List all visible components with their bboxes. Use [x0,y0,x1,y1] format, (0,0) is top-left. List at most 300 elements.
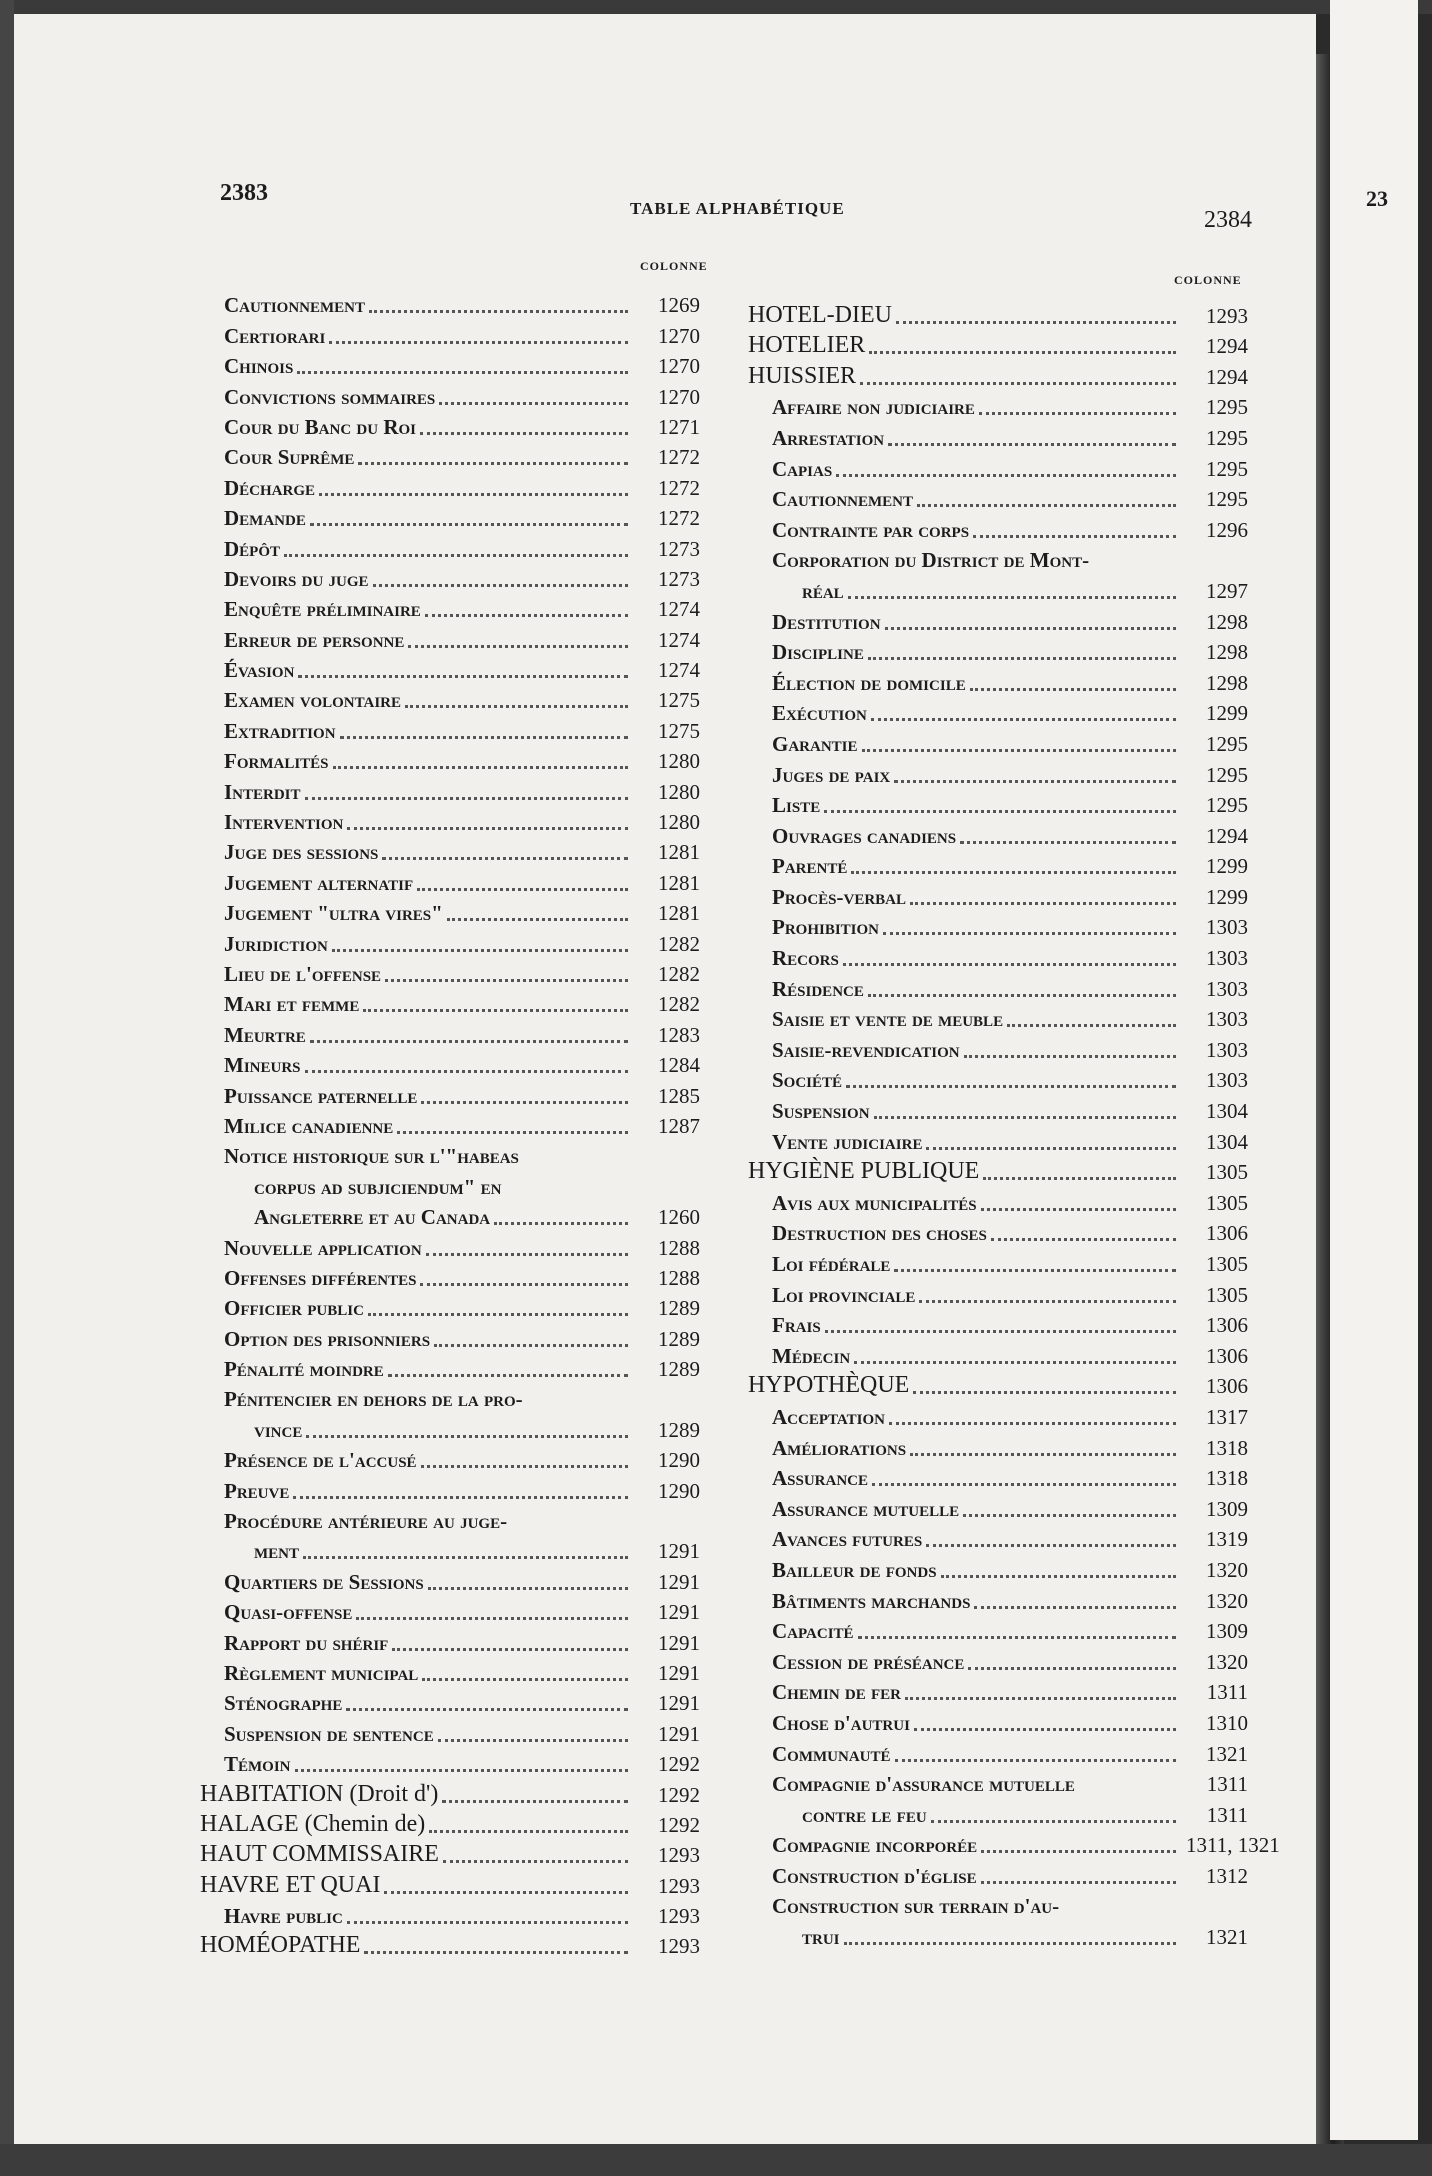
column-number: 1320 [1206,1649,1248,1674]
dot-leader [384,1877,628,1894]
entry-label: Angleterre et au Canada [254,1205,491,1230]
dot-leader [888,429,1176,446]
dot-leader [981,1836,1176,1853]
index-entry [200,1352,700,1382]
entry-label: HAUT COMMISSAIRE [200,1841,439,1868]
column-number: 1305 [1206,1190,1248,1215]
index-entry [200,987,700,1017]
entry-label: Demande [224,506,306,531]
column-number: 1271 [658,414,700,439]
index-entry [748,1338,1248,1369]
index-entry [200,470,700,500]
dot-leader [963,1500,1176,1517]
dot-leader [910,1439,1176,1456]
index-entry [200,1716,700,1746]
dot-leader [914,1714,1176,1731]
index-entry [748,1919,1248,1950]
dot-leader [310,509,628,526]
column-number: 1320 [1206,1588,1248,1613]
dot-leader [825,1316,1176,1333]
entry-label: Discipline [772,640,864,665]
dot-leader [871,704,1176,721]
dot-leader [836,460,1176,477]
column-number: 1272 [658,506,700,531]
entry-label: vince [254,1417,303,1442]
entry-label: Évasion [224,658,295,683]
entry-label: Option des prisonniers [224,1326,431,1351]
index-entry [748,1461,1248,1492]
column-number: 1269 [658,293,700,318]
index-entry [748,1797,1248,1828]
index-entry [200,1595,700,1625]
entry-label: Sténographe [224,1691,343,1716]
dot-leader [363,995,628,1012]
index-entry [200,1747,700,1777]
entry-label: Pénalité moindre [224,1357,384,1382]
column-number: 1289 [658,1326,700,1351]
dot-leader [974,1592,1176,1609]
dot-leader [319,479,628,496]
dot-leader [858,1622,1176,1639]
entry-label: Preuve [224,1478,290,1503]
index-entry [748,482,1248,513]
dot-leader [523,1150,628,1164]
dot-leader [347,813,628,830]
index-entry [200,318,700,348]
dot-leader [860,368,1176,385]
column-number: 1311 [1206,1802,1248,1827]
index-entry [748,726,1248,757]
index-column-left [200,288,700,1959]
index-heading [748,1369,1248,1400]
column-number: 1275 [658,688,700,713]
dot-leader [868,980,1176,997]
entry-label: Recors [772,946,839,971]
column-heading-left: COLONNE [640,259,708,273]
dot-leader [910,888,1176,905]
dot-leader [373,570,628,587]
dot-leader [913,1377,1176,1394]
entry-label: Quasi-offense [224,1600,353,1625]
scan-bottom-border [0,2144,1432,2176]
index-entry [748,390,1248,421]
entry-label: Présence de l'accusé [224,1448,417,1473]
column-number: 1305 [1206,1160,1248,1185]
column-number: 1291 [658,1600,700,1625]
column-number: 1295 [1206,731,1248,756]
index-entry [200,896,700,926]
dot-leader [926,1133,1176,1150]
index-entry [748,604,1248,635]
entry-label: HAVRE ET QUAI [200,1871,381,1898]
column-number: 1311, 1321 [1186,1833,1280,1858]
entry-label: Capacité [772,1619,854,1644]
entry-label: Saisie-revendication [772,1037,960,1062]
entry-label: Loi fédérale [772,1252,891,1276]
index-entry [748,971,1248,1002]
column-number: 1303 [1206,915,1248,940]
column-number: 1298 [1206,609,1248,634]
column-number: 1321 [1206,1741,1248,1766]
dot-leader [425,600,628,617]
entry-label: Suspension de sentence [224,1721,434,1746]
entry-label: Contrainte par corps [772,517,970,542]
column-number: 1284 [658,1053,700,1078]
index-entry [200,1564,700,1594]
index-entry [748,940,1248,971]
index-entry [748,665,1248,696]
column-heading-right: COLONNE [1174,273,1242,287]
index-entry [200,1656,700,1686]
dot-leader [844,1928,1176,1945]
column-number: 1295 [1206,793,1248,818]
dot-leader [368,1299,628,1316]
entry-label: Arrestation [772,425,885,450]
index-entry [200,865,700,895]
entry-label: Liste [772,793,821,818]
column-number: 1304 [1206,1129,1248,1154]
column-number: 1288 [658,1265,700,1290]
column-number: 1293 [658,1934,700,1959]
entry-label: Chose d'autrui [772,1710,910,1735]
entry-label: Prohibition [772,915,880,940]
index-entry [748,1032,1248,1063]
entry-label: Parenté [772,854,848,879]
dot-leader [442,1786,628,1803]
dot-leader [422,1664,628,1681]
column-number: 1303 [1206,946,1248,971]
index-heading [748,298,1248,329]
column-number: 1289 [658,1357,700,1382]
entry-label: Chinois [224,354,294,379]
entry-label: Bâtiments marchands [772,1588,971,1613]
column-number: 1274 [658,597,700,622]
index-entry [200,957,700,987]
column-number: 1306 [1206,1343,1248,1368]
entry-label: Cour du Banc du Roi [224,414,417,439]
column-number: 1309 [1206,1619,1248,1644]
dot-leader [303,1542,628,1559]
dot-leader [824,796,1176,813]
column-number: 1296 [1206,517,1248,542]
column-number: 1298 [1206,640,1248,665]
dot-leader [527,1393,628,1407]
index-entry [200,440,700,470]
column-number: 1273 [658,536,700,561]
index-entry [748,1246,1248,1277]
entry-label: trui [802,1925,840,1950]
entry-label: Affaire non judiciaire [772,395,975,420]
column-number: 1260 [658,1205,700,1230]
index-entry [748,1216,1248,1247]
entry-label: Saisie et vente de meuble [772,1007,1004,1032]
index-entry [748,420,1248,451]
right-page-number: 2384 [1204,207,1252,233]
column-number: 1304 [1206,1099,1248,1124]
index-entry [748,1705,1248,1736]
entry-label: Élection de domicile [772,670,966,695]
column-number: 1294 [1206,334,1248,359]
index-entry [748,1552,1248,1583]
index-entry [748,1767,1248,1798]
left-page-number: 2383 [220,180,268,206]
dot-leader [983,1163,1176,1180]
dot-leader [862,735,1176,752]
column-number: 1293 [658,1873,700,1898]
entry-label: corpus ad subjiciendum" en [254,1174,502,1199]
entry-label: Devoirs du juge [224,566,369,591]
index-entry [200,349,700,379]
entry-label: Juridiction [224,931,328,956]
dot-leader [421,1451,628,1468]
column-number: 1306 [1206,1374,1248,1399]
index-entry [200,1017,700,1047]
dot-leader [851,857,1176,874]
dot-leader [356,1603,628,1620]
entry-label: Lieu de l'offense [224,961,382,986]
entry-label: Officier public [224,1296,364,1321]
entry-label: ment [254,1539,299,1564]
dot-leader [426,1239,628,1256]
scan-left-border [0,0,14,2176]
index-entry [200,1473,700,1503]
entry-label: Corporation du District de Mont- [772,548,1090,573]
column-number: 1305 [1206,1252,1248,1276]
index-entry [748,451,1248,482]
dot-leader [941,1561,1176,1578]
index-entry [748,1124,1248,1155]
dot-leader [382,843,628,860]
entry-label: Quartiers de Sessions [224,1569,424,1594]
index-entry [748,1430,1248,1461]
index-entry [200,1200,700,1230]
column-number: 1291 [658,1630,700,1655]
entry-label: Frais [772,1313,821,1338]
entry-label: Procédure antérieure au juge- [224,1509,508,1534]
entry-label: Havre public [224,1904,343,1929]
dot-leader [388,1360,628,1377]
entry-label: Milice canadienne [224,1113,394,1138]
dot-leader [297,357,628,374]
entry-label: Juge des sessions [224,840,379,865]
entry-label: Améliorations [772,1435,907,1460]
entry-label: Notice historique sur l'"habeas [224,1144,519,1169]
entry-label: Vente judiciaire [772,1129,923,1154]
index-entry [200,1443,700,1473]
index-entry [200,1139,700,1169]
entry-label: contre le feu [802,1802,927,1827]
index-entry [748,1063,1248,1094]
index-column-right [748,298,1280,1950]
index-entry [200,1230,700,1260]
column-number: 1295 [1206,762,1248,787]
index-entry [200,379,700,409]
dot-leader [333,752,628,769]
column-number: 1305 [1206,1282,1248,1307]
dot-leader [397,1117,628,1134]
index-entry [200,774,700,804]
dot-leader [295,1755,628,1772]
entry-label: Nouvelle application [224,1235,422,1260]
entry-label: Capias [772,456,833,481]
column-number: 1273 [658,566,700,591]
entry-label: Jugement "ultra vires" [224,901,443,926]
dot-leader [854,1347,1176,1364]
index-entry [200,1382,700,1412]
index-entry [200,1078,700,1108]
index-entry [200,501,700,531]
column-number: 1299 [1206,701,1248,726]
column-number: 1291 [658,1569,700,1594]
index-entry [200,531,700,561]
entry-label: Extradition [224,718,336,743]
column-number: 1285 [658,1083,700,1108]
index-entry [200,1321,700,1351]
dot-leader [385,965,628,982]
dot-leader [443,1846,628,1863]
entry-label: Cautionnement [772,487,914,512]
column-number: 1311 [1206,1772,1248,1797]
column-number: 1292 [658,1812,700,1837]
dot-leader [511,1515,628,1529]
index-heading [200,1838,700,1868]
dot-leader [869,337,1176,354]
entry-label: Ouvrages canadiens [772,823,957,848]
dot-leader [428,1573,628,1590]
entry-label: Médecin [772,1343,851,1368]
entry-label: Acceptation [772,1404,885,1429]
dot-leader [960,827,1176,844]
column-number: 1270 [658,384,700,409]
dot-leader [1063,1900,1176,1914]
dot-leader [332,935,628,952]
column-number: 1280 [658,749,700,774]
index-entry [200,683,700,713]
column-number: 1303 [1206,1068,1248,1093]
dot-leader [310,1026,628,1043]
index-entry [748,788,1248,819]
index-entry [748,1583,1248,1614]
index-entry [748,1889,1248,1920]
entry-label: Examen volontaire [224,688,402,713]
column-number: 1282 [658,961,700,986]
dot-leader [494,1208,628,1225]
entry-label: Bailleur de fonds [772,1557,937,1582]
dot-leader [968,1653,1176,1670]
column-number: 1294 [1206,364,1248,389]
entry-label: Interdit [224,779,301,804]
book-page [14,14,1316,2144]
entry-label: Construction d'église [772,1863,977,1888]
entry-label: Témoin [224,1752,291,1777]
dot-leader [293,1482,628,1499]
index-entry [200,288,700,318]
entry-label: Société [772,1068,843,1093]
entry-label: Erreur de personne [224,627,405,652]
entry-label: Procès-verbal [772,884,907,909]
dot-leader [420,418,628,435]
column-number: 1295 [1206,487,1248,512]
index-entry [200,622,700,652]
dot-leader [846,1071,1176,1088]
dot-leader [505,1181,628,1195]
entry-label: Assurance mutuelle [772,1496,960,1521]
column-number: 1303 [1206,1037,1248,1062]
column-number: 1291 [658,1539,700,1564]
entry-label: Puissance paternelle [224,1083,418,1108]
index-entry [200,1048,700,1078]
dot-leader [895,1745,1177,1762]
entry-label: HOTELIER [748,332,866,359]
entry-label: Intervention [224,810,344,835]
index-entry [748,1093,1248,1124]
column-number: 1318 [1206,1435,1248,1460]
column-number: 1321 [1206,1925,1248,1950]
column-number: 1306 [1206,1313,1248,1338]
column-number: 1292 [658,1752,700,1777]
index-entry [200,1899,700,1929]
scan-top-border [0,0,1432,14]
dot-leader [305,783,628,800]
index-entry [200,1686,700,1716]
dot-leader [358,448,628,465]
entry-label: Destruction des choses [772,1221,987,1246]
column-number: 1281 [658,870,700,895]
dot-leader [392,1634,628,1651]
column-number: 1280 [658,810,700,835]
dot-leader [883,918,1176,935]
column-number: 1293 [658,1904,700,1929]
column-number: 1295 [1206,456,1248,481]
index-entry [200,835,700,865]
dot-leader [408,631,628,648]
column-number: 1320 [1206,1557,1248,1582]
entry-label: Juges de paix [772,762,891,787]
entry-label: Suspension [772,1099,870,1124]
dot-leader [420,1269,628,1286]
dot-leader [931,1806,1176,1823]
dot-leader [874,1102,1176,1119]
column-number: 1312 [1206,1863,1248,1888]
dot-leader [894,766,1176,783]
index-entry [748,512,1248,543]
dot-leader [991,1224,1176,1241]
entry-label: Cession de préséance [772,1649,965,1674]
column-number: 1287 [658,1113,700,1138]
index-entry [748,910,1248,941]
next-page-edge [1330,0,1418,2140]
entry-label: Compagnie d'assurance mutuelle [772,1772,1075,1797]
entry-label: Formalités [224,749,329,774]
index-entry [748,1308,1248,1339]
entry-label: Assurance [772,1466,869,1491]
dot-leader [364,1937,628,1954]
index-entry [748,696,1248,727]
column-number: 1290 [658,1478,700,1503]
column-number: 1290 [658,1448,700,1473]
dot-leader [926,1530,1176,1547]
index-entry [200,592,700,622]
entry-label: Cautionnement [224,293,366,318]
dot-leader [1079,1778,1176,1792]
column-number: 1280 [658,779,700,804]
dot-leader [885,613,1176,630]
entry-label: Enquête préliminaire [224,597,421,622]
index-heading [200,1777,700,1807]
column-number: 1270 [658,323,700,348]
index-entry [200,1504,700,1534]
index-heading [200,1868,700,1898]
